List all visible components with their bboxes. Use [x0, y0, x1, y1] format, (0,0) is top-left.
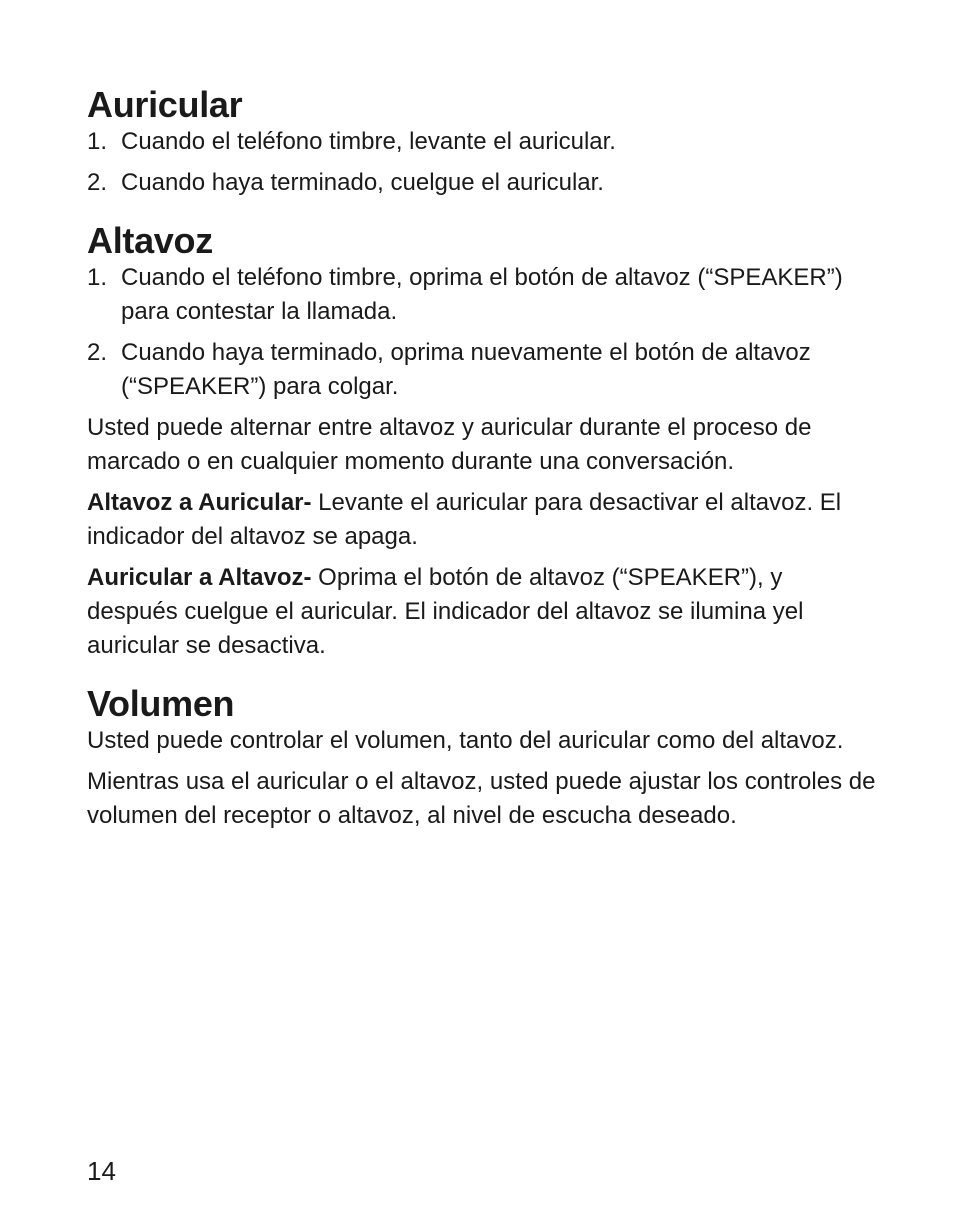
tip-label: Auricular a Altavoz- [87, 564, 312, 591]
section-volumen [87, 684, 877, 840]
altavoz-paragraph: Usted puede alternar entre altavoz y auricular durante el proceso de marcado o en cualquier momento durante una conversación. [87, 414, 812, 475]
list-item [87, 166, 877, 200]
heading-volumen: Volumen [87, 683, 235, 724]
altavoz-steps [87, 261, 877, 404]
list-number: 2. [87, 339, 108, 366]
tip-altavoz-a-auricular [87, 486, 877, 554]
tip-auricular-a-altavoz [87, 561, 877, 663]
heading-auricular: Auricular [87, 84, 243, 125]
list-number: 2. [87, 169, 108, 196]
list-text: Cuando el teléfono timbre, levante el auricular. [121, 128, 616, 155]
tip-text: Levante el auricular para desactivar el altavoz. El indicador del altavoz se apaga. [87, 489, 842, 550]
list-text: Cuando haya terminado, oprima nuevamente el botón de altavoz (“SPEAKER”) para colgar. [121, 339, 811, 400]
volumen-paragraph-2: Mientras usa el auricular o el altavoz, usted puede ajustar los controles de volumen del receptor o altavoz, al nivel de escucha deseado. [87, 768, 876, 829]
list-number: 1. [87, 128, 108, 155]
heading-altavoz: Altavoz [87, 220, 213, 261]
page-number: 14 [87, 1156, 116, 1186]
tip-label: Altavoz a Auricular- [87, 489, 312, 516]
tip-text: Oprima el botón de altavoz (“SPEAKER”), y después cuelgue el auricular. El indicador del altavoz se ilumina yel auricular se desactiva. [87, 564, 804, 659]
list-text: Cuando haya terminado, cuelgue el auricular. [121, 169, 604, 196]
section-auricular [87, 85, 877, 207]
auricular-steps [87, 125, 877, 200]
list-text: Cuando el teléfono timbre, oprima el botón de altavoz (“SPEAKER”) para contestar la llamada. [121, 264, 843, 325]
volumen-paragraph-1: Usted puede controlar el volumen, tanto del auricular como del altavoz. [87, 727, 844, 754]
list-item [87, 125, 877, 159]
list-item [87, 336, 877, 404]
section-altavoz [87, 221, 877, 670]
list-number: 1. [87, 264, 108, 291]
list-item [87, 261, 877, 329]
